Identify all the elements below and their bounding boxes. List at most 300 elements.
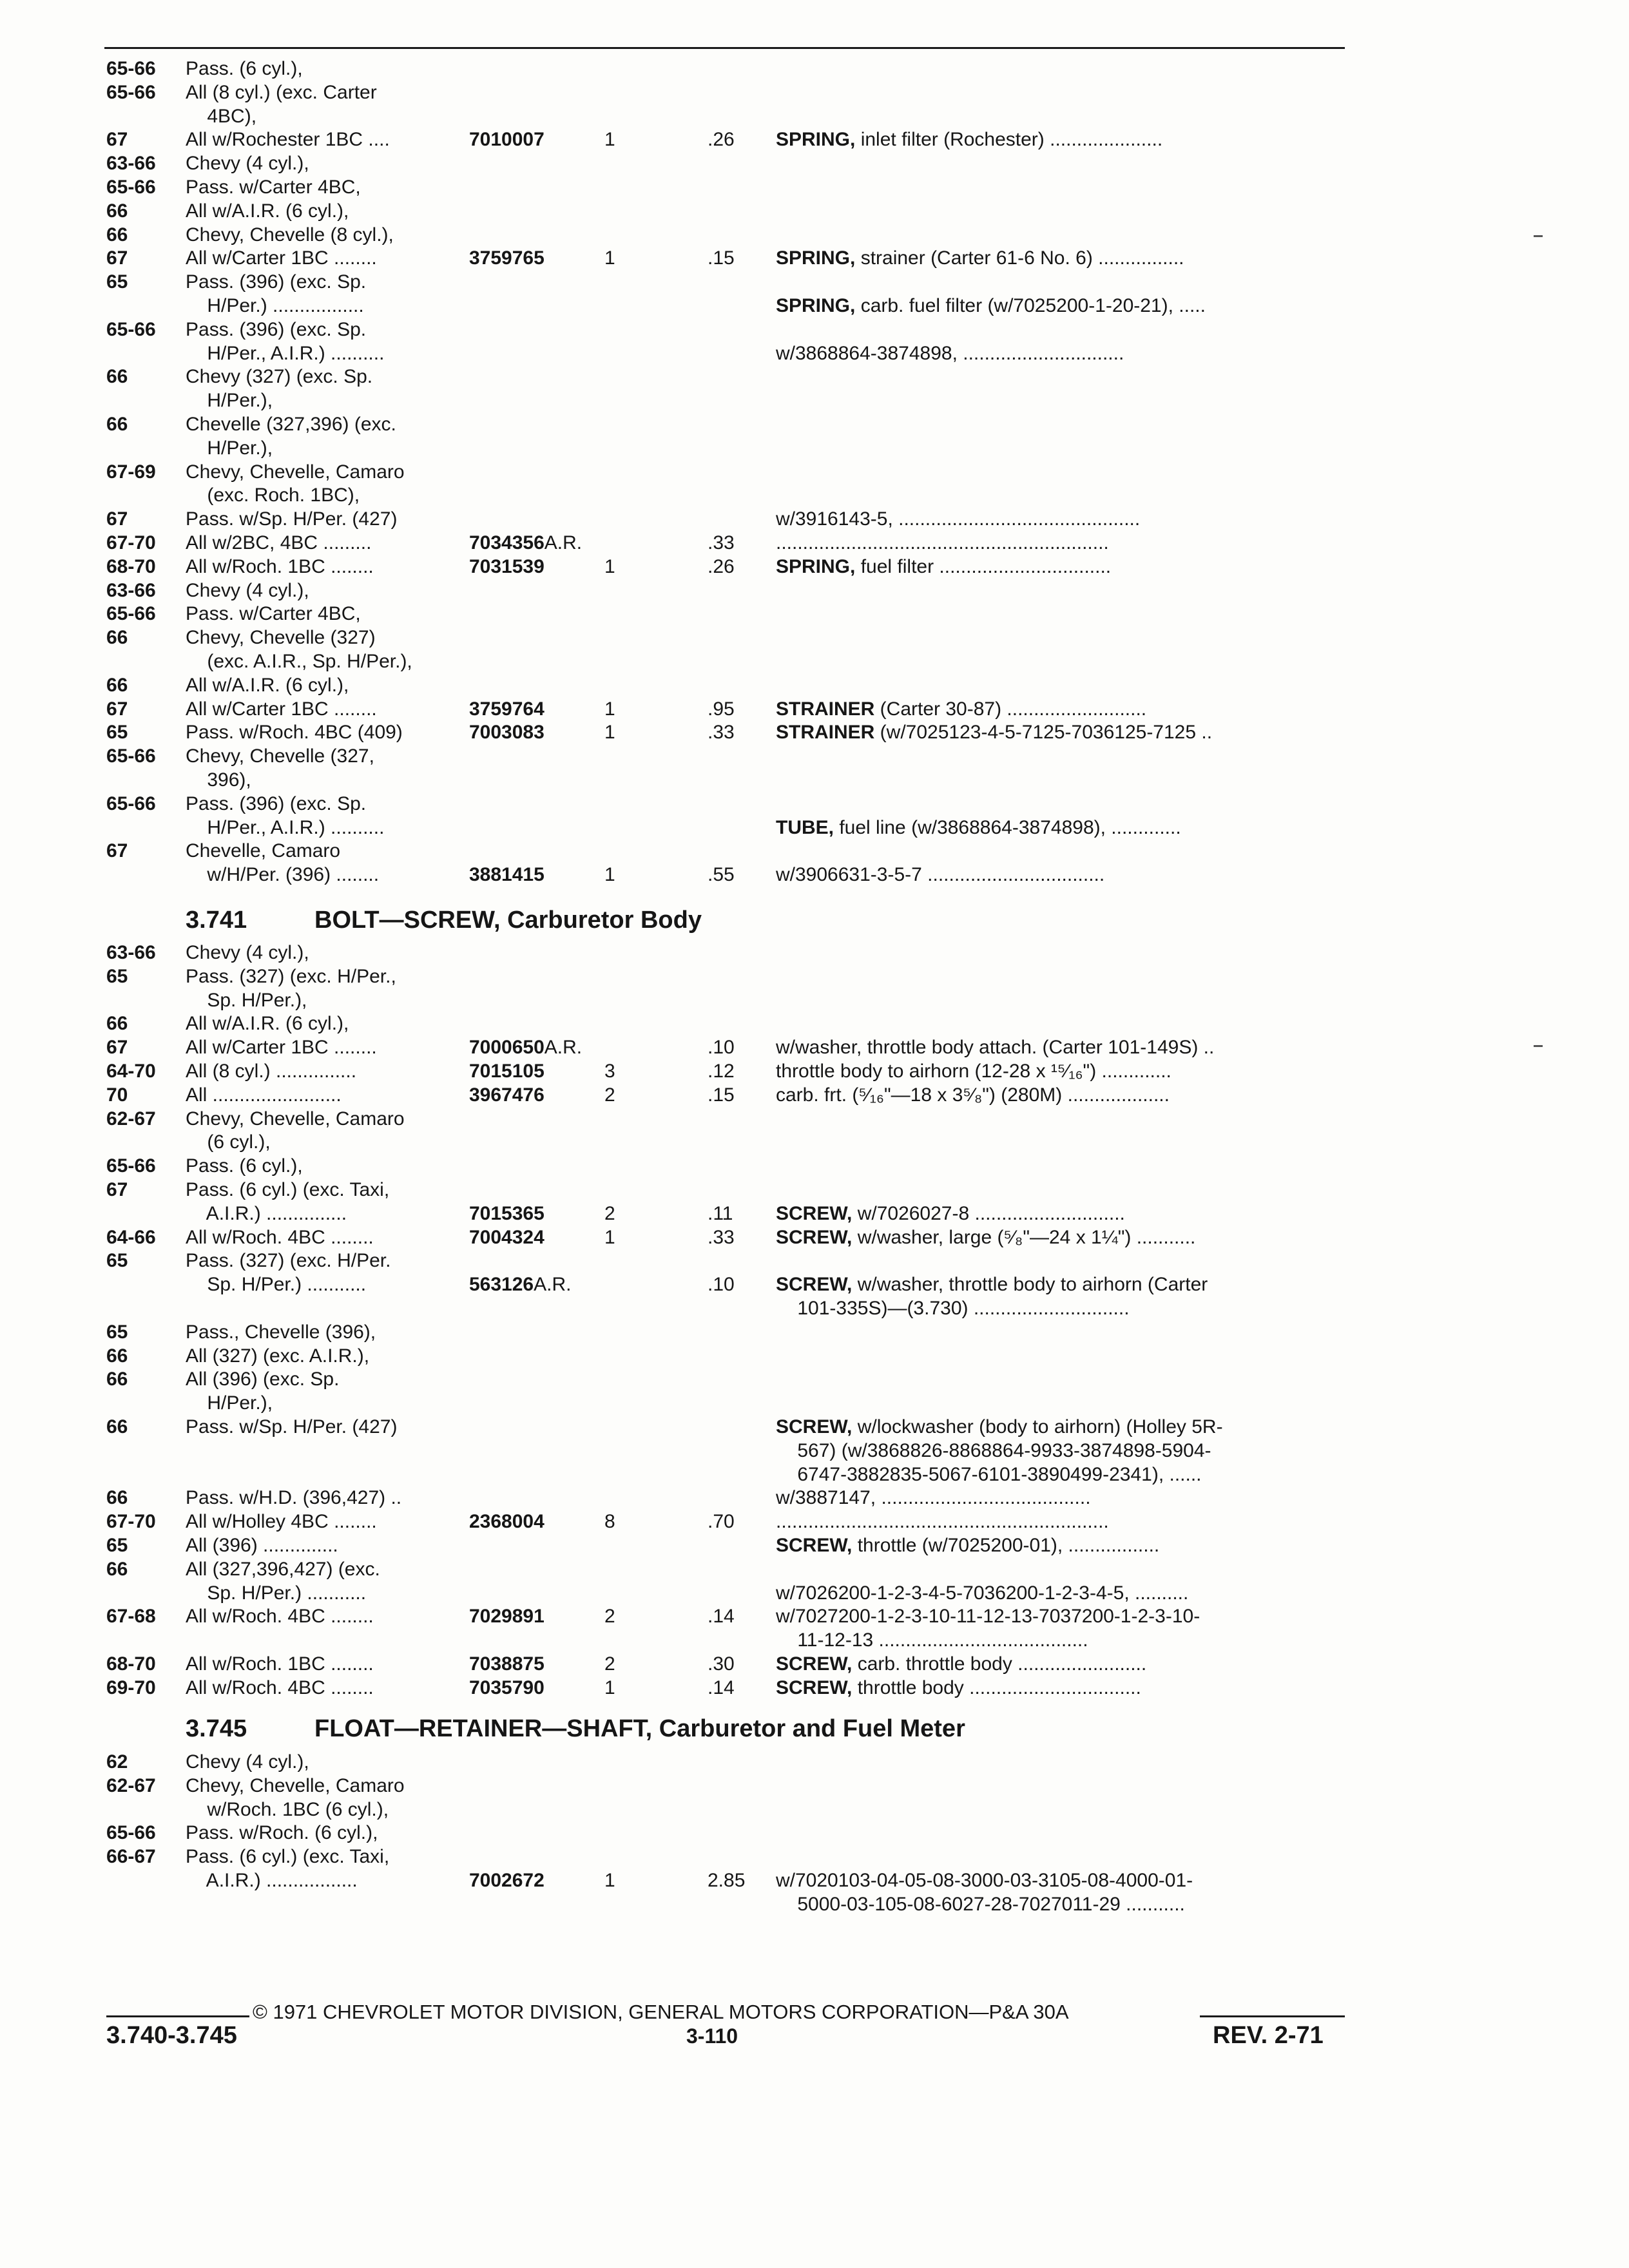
part-keyword: SPRING, — [776, 247, 856, 269]
application: Pass. w/Roch. (6 cyl.), — [186, 1822, 378, 1844]
part-number — [469, 531, 582, 555]
price: .26 — [708, 129, 735, 151]
parts-row — [0, 1892, 1629, 1916]
year-range: 67 — [106, 1179, 128, 1200]
parts-row — [0, 1083, 1629, 1107]
year-range: 66 — [106, 674, 128, 696]
part-number — [469, 697, 545, 721]
price: .33 — [708, 1226, 735, 1248]
description-text: fuel line (w/3868864-3874898), ............. — [834, 816, 1181, 838]
description-text: throttle body ................................ — [852, 1677, 1141, 1698]
description-text: 567) (w/3868826-8868864-9933-3874898-5904- — [776, 1439, 1211, 1461]
application: Sp. H/Per.) ........... — [186, 1582, 367, 1604]
parts-row — [0, 1107, 1629, 1131]
year-range: 66 — [106, 1487, 128, 1509]
quantity: 1 — [604, 1226, 615, 1248]
quantity: 2 — [604, 1606, 615, 1628]
year-range: 65-66 — [106, 603, 156, 625]
section-range: 3.740-3.745 — [106, 2022, 237, 2049]
application: Pass. (6 cyl.), — [186, 1155, 303, 1177]
price: .11 — [708, 1202, 733, 1224]
description — [776, 1059, 1171, 1083]
parts-row — [0, 792, 1629, 816]
description-text: w/washer, throttle body attach. (Carter 101-149S) .. — [776, 1037, 1215, 1059]
parts-row — [0, 1415, 1629, 1439]
description-text: throttle (w/7025200-01), ................. — [852, 1535, 1160, 1556]
year-range: 64-66 — [106, 1226, 156, 1248]
description-text: 11-12-13 ....................................... — [776, 1629, 1088, 1651]
description-text: carb. throttle body ........................ — [852, 1653, 1147, 1675]
quantity: 8 — [604, 1511, 615, 1533]
description — [776, 507, 1140, 531]
part-number-value: 7002672 — [469, 1870, 545, 1891]
parts-row — [0, 294, 1629, 318]
parts-row — [0, 104, 1629, 128]
description-text: carb. frt. (⁵⁄₁₆"—18 x 3⁵⁄₈") (280M) ................... — [776, 1084, 1170, 1106]
part-number-value: 3967476 — [469, 1084, 545, 1106]
part-number — [469, 1604, 545, 1628]
parts-row — [0, 1845, 1629, 1869]
application: Pass. (396) (exc. Sp. — [186, 271, 367, 293]
application: All w/A.I.R. (6 cyl.), — [186, 674, 349, 696]
parts-row — [0, 1320, 1629, 1344]
description — [776, 1202, 1125, 1225]
parts-row — [0, 744, 1629, 768]
year-range: 66 — [106, 1013, 128, 1035]
application: All w/Roch. 1BC ........ — [186, 1653, 374, 1675]
part-number-value: 3881415 — [469, 864, 545, 886]
description — [776, 246, 1184, 270]
application: Pass. w/Carter 4BC, — [186, 603, 361, 625]
parts-row — [0, 412, 1629, 436]
parts-row — [0, 531, 1629, 555]
part-number-value: 7015105 — [469, 1061, 545, 1082]
quantity: 2 — [604, 1084, 615, 1106]
application: Chevy (4 cyl.), — [186, 153, 309, 175]
part-number-value: 563126 — [469, 1274, 534, 1296]
description — [776, 341, 1124, 365]
part-number — [469, 720, 545, 744]
year-range: 66-67 — [106, 1846, 156, 1868]
part-number — [469, 1510, 545, 1533]
description-text: w/lockwasher (body to airhorn) (Holley 5R- — [852, 1416, 1223, 1437]
parts-row — [0, 1581, 1629, 1605]
parts-row — [0, 1130, 1629, 1154]
section-title: BOLT—SCREW, Carburetor Body — [314, 907, 702, 934]
description-text: w/3906631-3-5-7 ................................. — [776, 864, 1105, 886]
application: Pass. (327) (exc. H/Per., — [186, 965, 396, 987]
application: Chevelle (327,396) (exc. — [186, 414, 396, 435]
description-text: carb. fuel filter (w/7025200-1-20-21), ..... — [855, 295, 1206, 316]
description-text: w/7027200-1-2-3-10-11-12-13-7037200-1-2-3-10- — [776, 1606, 1200, 1628]
application: 396), — [186, 769, 251, 791]
parts-row — [0, 839, 1629, 863]
part-number-value: 3759764 — [469, 698, 545, 720]
parts-row — [0, 649, 1629, 673]
parts-row — [0, 579, 1629, 602]
description — [776, 1273, 1208, 1296]
parts-row — [0, 1774, 1629, 1798]
year-range: 69-70 — [106, 1677, 156, 1698]
part-keyword: SCREW, — [776, 1226, 853, 1248]
as-required-suffix: A.R. — [544, 532, 583, 553]
price: .33 — [708, 532, 735, 553]
part-number-value: 3759765 — [469, 247, 545, 269]
part-keyword: SCREW, — [776, 1677, 853, 1698]
year-range: 67 — [106, 1037, 128, 1059]
application: Chevy, Chevelle (327) — [186, 627, 376, 649]
application: All w/Carter 1BC ........ — [186, 1037, 377, 1059]
description-text: inlet filter (Rochester) ..................... — [855, 129, 1163, 151]
application: Pass., Chevelle (396), — [186, 1321, 376, 1343]
application: All ........................ — [186, 1084, 342, 1106]
year-range: 65-66 — [106, 745, 156, 767]
part-number-value: 7035790 — [469, 1677, 545, 1698]
parts-row — [0, 246, 1629, 270]
part-number — [469, 1273, 571, 1296]
description-text: (w/7025123-4-5-7125-7036125-7125 .. — [874, 722, 1213, 744]
parts-row — [0, 1510, 1629, 1533]
parts-row — [0, 460, 1629, 484]
parts-row — [0, 1059, 1629, 1083]
application: All w/Carter 1BC ........ — [186, 247, 377, 269]
year-range: 66 — [106, 366, 128, 388]
parts-row — [0, 626, 1629, 649]
parts-row — [0, 1367, 1629, 1391]
page-number: 3-110 — [686, 2024, 738, 2048]
footer-rule-left — [106, 2015, 249, 2017]
application: Pass. (6 cyl.), — [186, 58, 303, 79]
quantity: 1 — [604, 1870, 615, 1891]
description — [776, 697, 1146, 721]
application: Chevy, Chevelle (327, — [186, 745, 374, 767]
part-number-value: 7000650 — [469, 1037, 545, 1059]
part-keyword: STRAINER — [776, 722, 875, 744]
application: All w/Rochester 1BC .... — [186, 129, 390, 151]
parts-row — [0, 128, 1629, 151]
copyright-notice: © 1971 CHEVROLET MOTOR DIVISION, GENERAL MOTORS CORPORATION—P&A 30A — [253, 2001, 1069, 2023]
year-range: 63-66 — [106, 579, 156, 601]
part-number — [469, 1202, 545, 1225]
revision-label: REV. 2-71 — [1213, 2022, 1324, 2049]
year-range: 66 — [106, 200, 128, 222]
part-number-value: 7029891 — [469, 1606, 545, 1628]
part-number — [469, 1225, 545, 1249]
description — [776, 1296, 1130, 1320]
description — [776, 531, 1109, 555]
part-number — [469, 1869, 545, 1892]
part-number — [469, 1059, 545, 1083]
application: Sp. H/Per.) ........... — [186, 1274, 367, 1296]
parts-row — [0, 1202, 1629, 1225]
part-keyword: STRAINER — [776, 698, 875, 720]
application: All (327,396,427) (exc. — [186, 1558, 380, 1580]
application: Chevy, Chevelle, Camaro — [186, 461, 405, 483]
description — [776, 1510, 1109, 1533]
year-range: 70 — [106, 1084, 128, 1106]
application: (exc. Roch. 1BC), — [186, 485, 360, 506]
description — [776, 1035, 1214, 1059]
description — [776, 1533, 1159, 1557]
part-number-value: 7003083 — [469, 722, 545, 744]
year-range: 66 — [106, 224, 128, 245]
parts-row — [0, 199, 1629, 223]
description-text: 101-335S)—(3.730) ............................. — [776, 1298, 1130, 1319]
application: Pass. (327) (exc. H/Per. — [186, 1250, 391, 1272]
parts-row — [0, 941, 1629, 965]
price: .70 — [708, 1511, 735, 1533]
quantity: 2 — [604, 1653, 615, 1675]
application: A.I.R.) ................. — [186, 1870, 358, 1891]
year-range: 68-70 — [106, 1653, 156, 1675]
parts-row — [0, 223, 1629, 247]
part-number — [469, 1035, 582, 1059]
application: All w/Roch. 4BC ........ — [186, 1606, 374, 1628]
application: All w/A.I.R. (6 cyl.), — [186, 200, 349, 222]
year-range: 65 — [106, 722, 128, 744]
application: w/Roch. 1BC (6 cyl.), — [186, 1798, 389, 1820]
application: Pass. w/Roch. 4BC (409) — [186, 722, 403, 744]
year-range: 63-66 — [106, 153, 156, 175]
year-range: 67-70 — [106, 532, 156, 553]
parts-row — [0, 151, 1629, 175]
year-range: 66 — [106, 1416, 128, 1437]
quantity: 1 — [604, 698, 615, 720]
application: Chevelle, Camaro — [186, 840, 341, 862]
year-range: 65-66 — [106, 1155, 156, 1177]
parts-row — [0, 175, 1629, 199]
parts-row — [0, 270, 1629, 294]
year-range: 66 — [106, 1345, 128, 1367]
description — [776, 555, 1111, 579]
application: (exc. A.I.R., Sp. H/Per.), — [186, 651, 412, 672]
year-range: 67 — [106, 129, 128, 151]
part-keyword: SPRING, — [776, 129, 856, 151]
description-text: .............................................................. — [776, 532, 1109, 553]
part-number — [469, 1652, 545, 1676]
year-range: 65 — [106, 1321, 128, 1343]
price: .33 — [708, 722, 735, 744]
parts-row — [0, 1463, 1629, 1486]
part-number-value: 7038875 — [469, 1653, 545, 1675]
year-range: 62-67 — [106, 1774, 156, 1796]
part-number — [469, 555, 545, 579]
price: .14 — [708, 1677, 735, 1698]
part-keyword: TUBE, — [776, 816, 834, 838]
section-title: FLOAT—RETAINER—SHAFT, Carburetor and Fuel Meter — [314, 1715, 965, 1742]
description — [776, 720, 1212, 744]
year-range: 64-70 — [106, 1061, 156, 1082]
scan-mark — [1534, 1045, 1543, 1047]
price: .10 — [708, 1037, 735, 1059]
parts-row — [0, 1652, 1629, 1676]
description — [776, 1415, 1223, 1439]
parts-row — [0, 1296, 1629, 1320]
as-required-suffix: A.R. — [544, 1037, 583, 1059]
price: .10 — [708, 1274, 735, 1296]
description-text: w/washer, large (⁵⁄₈"—24 x 1¼") ........... — [852, 1226, 1196, 1248]
year-range: 65-66 — [106, 318, 156, 340]
part-number — [469, 128, 545, 151]
price: .30 — [708, 1653, 735, 1675]
application: Chevy, Chevelle (8 cyl.), — [186, 224, 394, 245]
year-range: 65 — [106, 1535, 128, 1556]
application: All (396) (exc. Sp. — [186, 1369, 340, 1390]
part-number — [469, 863, 545, 887]
description — [776, 294, 1206, 318]
description — [776, 1225, 1195, 1249]
application: Pass. (6 cyl.) (exc. Taxi, — [186, 1846, 390, 1868]
application: w/H/Per. (396) ........ — [186, 864, 380, 886]
application: H/Per., A.I.R.) .......... — [186, 816, 385, 838]
quantity: 1 — [604, 129, 615, 151]
section-heading-3741 — [0, 905, 1629, 936]
parts-row — [0, 673, 1629, 697]
parts-row — [0, 1154, 1629, 1178]
application: All w/2BC, 4BC ......... — [186, 532, 372, 553]
description-text: 6747-3882835-5067-6101-3890499-2341), ...... — [776, 1463, 1202, 1485]
year-range: 65-66 — [106, 1822, 156, 1844]
description — [776, 1676, 1141, 1700]
application: All w/Holley 4BC ........ — [186, 1511, 377, 1533]
description-text: w/7026200-1-2-3-4-5-7036200-1-2-3-4-5, .......... — [776, 1582, 1189, 1604]
application: All (396) .............. — [186, 1535, 338, 1556]
description — [776, 1869, 1193, 1892]
description-text: strainer (Carter 61-6 No. 6) ................ — [855, 247, 1184, 269]
description — [776, 816, 1181, 840]
parts-row — [0, 81, 1629, 104]
description-text: w/3887147, ....................................... — [776, 1487, 1091, 1509]
parts-row — [0, 365, 1629, 389]
year-range: 65-66 — [106, 793, 156, 814]
application: All (8 cyl.) ............... — [186, 1061, 357, 1082]
parts-row — [0, 1249, 1629, 1273]
parts-row — [0, 1225, 1629, 1249]
parts-row — [0, 1486, 1629, 1510]
parts-row — [0, 1604, 1629, 1628]
parts-row — [0, 697, 1629, 721]
quantity: 1 — [604, 1677, 615, 1698]
application: Pass. w/Carter 4BC, — [186, 177, 361, 198]
application: Pass. w/H.D. (396,427) .. — [186, 1487, 402, 1509]
top-rule — [104, 47, 1345, 49]
year-range: 65-66 — [106, 58, 156, 79]
section-number: 3.741 — [186, 907, 247, 934]
year-range: 65 — [106, 965, 128, 987]
description — [776, 1486, 1091, 1510]
application: All (327) (exc. A.I.R.), — [186, 1345, 370, 1367]
year-range: 62 — [106, 1751, 128, 1773]
parts-row — [0, 483, 1629, 507]
parts-row — [0, 863, 1629, 887]
parts-row — [0, 1035, 1629, 1059]
description — [776, 1083, 1170, 1107]
description-text: .............................................................. — [776, 1511, 1109, 1533]
parts-row — [0, 1798, 1629, 1821]
year-range: 67 — [106, 508, 128, 530]
description — [776, 1439, 1211, 1463]
year-range: 68-70 — [106, 555, 156, 577]
application: Chevy (4 cyl.), — [186, 579, 309, 601]
description-text: throttle body to airhorn (12-28 x ¹⁵⁄₁₆") ............. — [776, 1061, 1171, 1082]
year-range: 67-70 — [106, 1511, 156, 1533]
year-range: 65 — [106, 1250, 128, 1272]
application: All w/Roch. 4BC ........ — [186, 1677, 374, 1698]
parts-row — [0, 1012, 1629, 1035]
year-range: 66 — [106, 627, 128, 649]
price: .55 — [708, 864, 735, 886]
application: Chevy (4 cyl.), — [186, 942, 309, 963]
section-heading-3745 — [0, 1713, 1629, 1744]
scan-mark — [1534, 235, 1543, 237]
parts-row — [0, 602, 1629, 626]
year-range: 67 — [106, 698, 128, 720]
part-number — [469, 1083, 545, 1107]
description — [776, 1604, 1200, 1628]
description — [776, 1892, 1185, 1916]
part-keyword: SCREW, — [776, 1535, 853, 1556]
price: .14 — [708, 1606, 735, 1628]
parts-row — [0, 1273, 1629, 1296]
part-keyword: SCREW, — [776, 1416, 853, 1437]
application: All w/Roch. 1BC ........ — [186, 555, 374, 577]
description-text: w/washer, throttle body to airhorn (Carter — [852, 1274, 1208, 1296]
description — [776, 1581, 1188, 1605]
quantity: 1 — [604, 555, 615, 577]
part-number — [469, 1676, 545, 1700]
quantity: 3 — [604, 1061, 615, 1082]
price: .95 — [708, 698, 735, 720]
parts-row — [0, 1628, 1629, 1652]
description — [776, 128, 1162, 151]
application: Pass. (6 cyl.) (exc. Taxi, — [186, 1179, 390, 1200]
parts-row — [0, 768, 1629, 792]
year-range: 66 — [106, 414, 128, 435]
price: .15 — [708, 1084, 735, 1106]
year-range: 66 — [106, 1369, 128, 1390]
part-number — [469, 246, 545, 270]
quantity: 1 — [604, 864, 615, 886]
application: H/Per., A.I.R.) .......... — [186, 342, 385, 364]
year-range: 67-69 — [106, 461, 156, 483]
part-keyword: SCREW, — [776, 1653, 853, 1675]
parts-row — [0, 555, 1629, 579]
year-range: 63-66 — [106, 942, 156, 963]
description-text: w/7020103-04-05-08-3000-03-3105-08-4000-01- — [776, 1870, 1193, 1891]
price: .15 — [708, 247, 735, 269]
parts-row — [0, 318, 1629, 341]
application: Chevy, Chevelle, Camaro — [186, 1774, 405, 1796]
description — [776, 1628, 1088, 1652]
parts-row — [0, 341, 1629, 365]
year-range: 62-67 — [106, 1108, 156, 1129]
application: All w/Carter 1BC ........ — [186, 698, 377, 720]
application: Chevy (4 cyl.), — [186, 1751, 309, 1773]
parts-row — [0, 965, 1629, 988]
year-range: 67-68 — [106, 1606, 156, 1628]
application: All w/A.I.R. (6 cyl.), — [186, 1013, 349, 1035]
description-text: (Carter 30-87) .......................... — [874, 698, 1147, 720]
quantity: 1 — [604, 247, 615, 269]
application: Pass. (396) (exc. Sp. — [186, 318, 367, 340]
description-text: w/7026027-8 ............................ — [852, 1202, 1125, 1224]
section-number: 3.745 — [186, 1715, 247, 1742]
parts-row — [0, 1557, 1629, 1581]
parts-row — [0, 1439, 1629, 1463]
price: 2.85 — [708, 1870, 746, 1891]
quantity: 2 — [604, 1202, 615, 1224]
application: Chevy (327) (exc. Sp. — [186, 366, 373, 388]
